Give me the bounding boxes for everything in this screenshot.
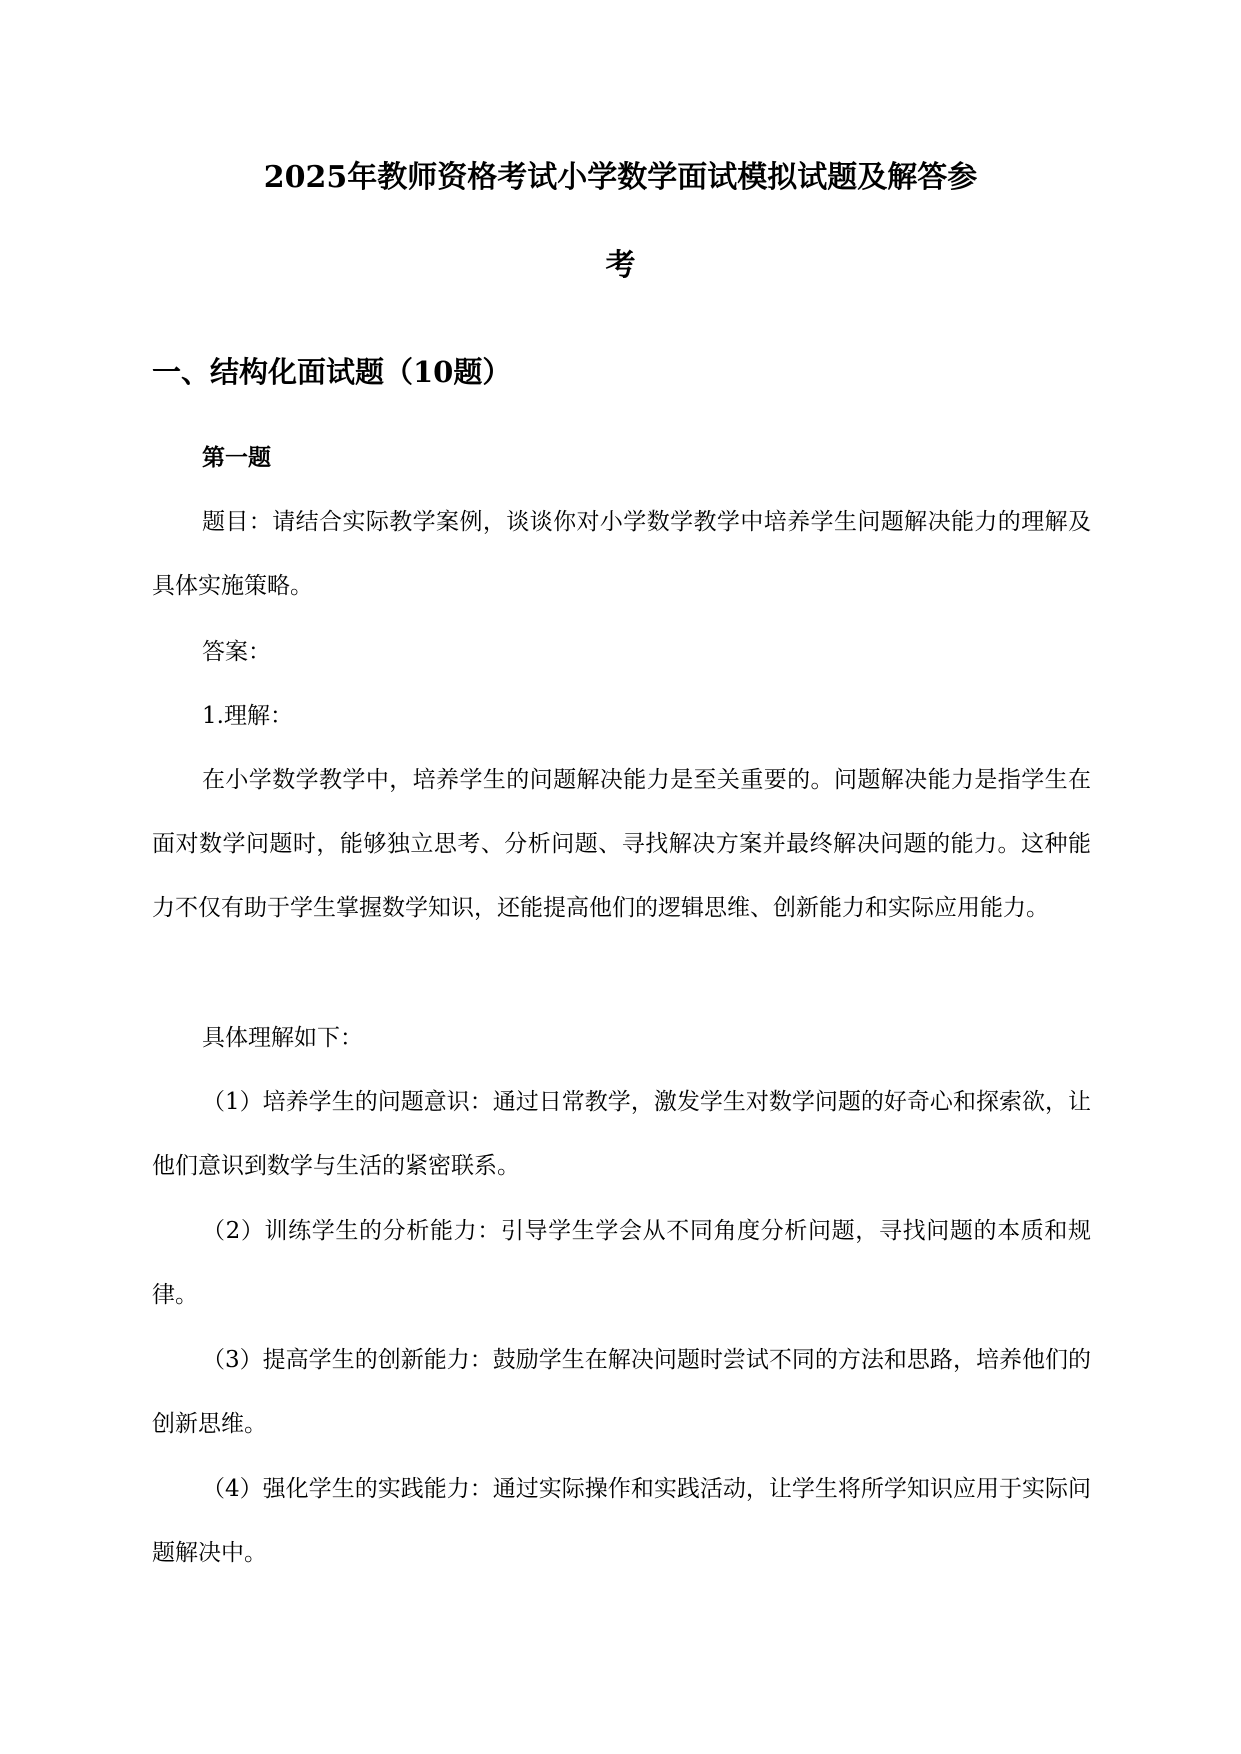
answer-label: 答案：	[202, 639, 271, 665]
intro-paragraph: 在小学数学教学中，培养学生的问题解决能力是至关重要的。问题解决能力是指学生在面对数学问题时，能够独立思考、分析问题、寻找解决方案并最终解决问题的能力。这种能力不仅有助于学生掌握数学知识，还能提高他们的逻辑思维、创新能力和实际应用能力。	[152, 767, 1091, 921]
document-title-line-1: 2025年教师资格考试小学数学面试模拟试题及解答参	[263, 160, 978, 195]
document-title-line-2: 考	[605, 248, 636, 283]
question-text: 题目：请结合实际教学案例，谈谈你对小学数学教学中培养学生问题解决能力的理解及具体实施策略。	[152, 509, 1091, 599]
detail-label: 具体理解如下：	[202, 1025, 363, 1051]
list-item: （1）培养学生的问题意识：通过日常教学，激发学生对数学问题的好奇心和探索欲，让他们意识到数学与生活的紧密联系。	[152, 1089, 1091, 1179]
list-item: （2）训练学生的分析能力：引导学生学会从不同角度分析问题，寻找问题的本质和规律。	[152, 1218, 1091, 1308]
list-item: （3）提高学生的创新能力：鼓励学生在解决问题时尝试不同的方法和思路，培养他们的创新思维。	[152, 1347, 1091, 1437]
list-item: （4）强化学生的实践能力：通过实际操作和实践活动，让学生将所学知识应用于实际问题解决中。	[152, 1476, 1091, 1566]
question-heading: 第一题	[202, 444, 271, 471]
section-heading: 一、结构化面试题（10题）	[152, 355, 512, 389]
understanding-label: 1.理解：	[202, 703, 293, 729]
